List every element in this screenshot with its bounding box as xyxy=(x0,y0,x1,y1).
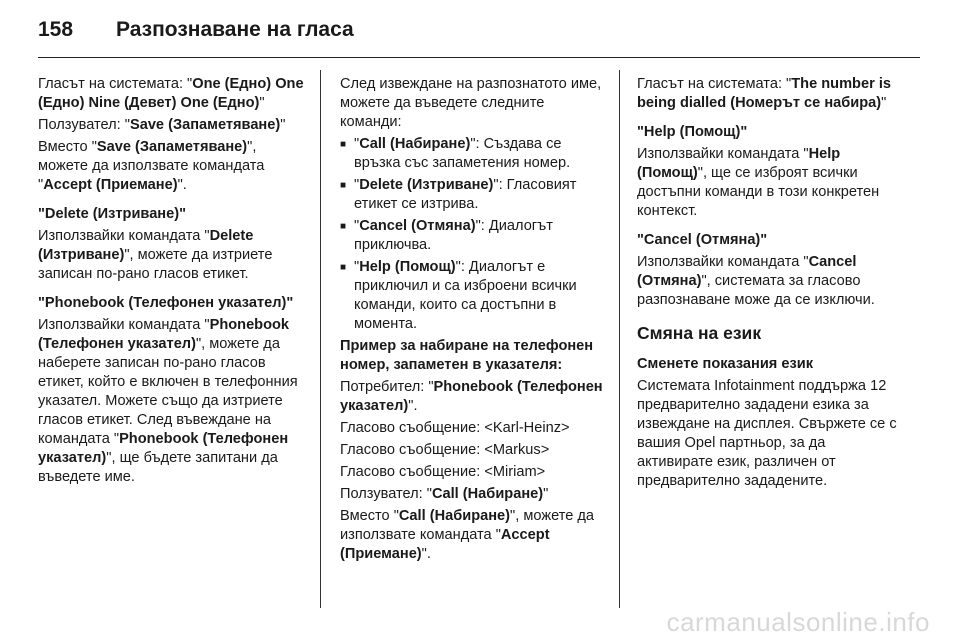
section-title: Смяна на език xyxy=(637,323,762,343)
list-item: ■ "Cancel (Отмяна)": Диалогът приключва. xyxy=(340,218,553,253)
page-number: 158 xyxy=(38,18,74,41)
language-description: Системата Infotainment поддържа 12 предварително зададени езика за извеждане на дисплея. Свържете се с вашия Opel партньор, за да активирате език, различен от предварително зададените. xyxy=(637,378,897,489)
list-item: ■ "Call (Набиране)": Създава се връзка със запаметения номер. xyxy=(340,136,571,171)
voice-message-1: Гласово съобщение: <Karl-Heinz> xyxy=(340,420,570,436)
cancel-heading: "Cancel (Отмяна)" xyxy=(637,232,768,248)
bullet-square-icon: ■ xyxy=(340,262,347,273)
call-alternative-note: Вместо "Call (Набиране)", можете да използвате командата "Accept (Приемане)". xyxy=(340,508,595,562)
cancel-description: Използвайки командата "Cancel (Отмяна)", системата за гласово разпознаване може да се изключи. xyxy=(637,254,875,308)
system-voice-number: Гласът на системата: "One (Едно) One (Едно) Nine (Девет) One (Едно)" xyxy=(38,76,304,111)
language-subheading: Сменете показания език xyxy=(637,356,814,372)
user-save-command: Ползувател: "Save (Запаметяване)" xyxy=(38,117,286,133)
list-item: ■ "Delete (Изтриване)": Гласовият етикет се изтрива. xyxy=(340,177,577,212)
header-rule xyxy=(38,57,920,58)
example-heading: Пример за набиране на телефонен номер, запаметен в указателя: xyxy=(340,338,594,373)
help-heading: "Help (Помощ)" xyxy=(637,124,748,140)
column-3 xyxy=(637,75,905,494)
delete-description: Използвайки командата "Delete (Изтриване)", можете да изтриете записан по-рано гласов етикет. xyxy=(38,228,273,282)
phonebook-heading: "Phonebook (Телефонен указател)" xyxy=(38,295,294,311)
list-item: ■ "Help (Помощ)": Диалогът е приключил и са изброени всички команди, които са достъпни в момента. xyxy=(340,259,577,332)
voice-message-2: Гласово съобщение: <Markus> xyxy=(340,442,550,458)
bullet-square-icon: ■ xyxy=(340,180,347,191)
page-title: Разпознаване на гласа xyxy=(116,18,354,41)
delete-heading: "Delete (Изтриване)" xyxy=(38,206,187,222)
column-1 xyxy=(38,75,306,490)
system-dialling-message: Гласът на системата: "The number is being dialled (Номерът се набира)" xyxy=(637,76,891,111)
watermark: carmanualsonline.info xyxy=(666,607,930,637)
column-2 xyxy=(340,75,608,567)
save-alternative-note: Вместо "Save (Запаметяване)", можете да използвате командата "Accept (Приемане)". xyxy=(38,139,265,193)
bullet-square-icon: ■ xyxy=(340,139,347,150)
commands-intro: След извеждане на разпознатото име, можете да въведете следните команди: xyxy=(340,76,602,130)
help-description: Използвайки командата "Help (Помощ)", ще се изброят всички достъпни команди в този конкретен контекст. xyxy=(637,146,880,219)
user-phonebook-command: Потребител: "Phonebook (Телефонен указател)". xyxy=(340,379,603,414)
column-divider-2 xyxy=(619,70,620,608)
user-call-command: Ползувател: "Call (Набиране)" xyxy=(340,486,549,502)
voice-message-3: Гласово съобщение: <Miriam> xyxy=(340,464,546,480)
column-divider-1 xyxy=(320,70,321,608)
phonebook-description: Използвайки командата "Phonebook (Телефонен указател)", можете да наберете записан по-рано гласов етикет, който е включен в телефонния указател. Можете също да изтриете гласов етикет. След въвеждане на командата "Phonebook (Телефонен указател)", ще бъдете запитани да въведете име. xyxy=(38,317,298,485)
page-header xyxy=(38,18,354,50)
bullet-square-icon: ■ xyxy=(340,221,347,232)
